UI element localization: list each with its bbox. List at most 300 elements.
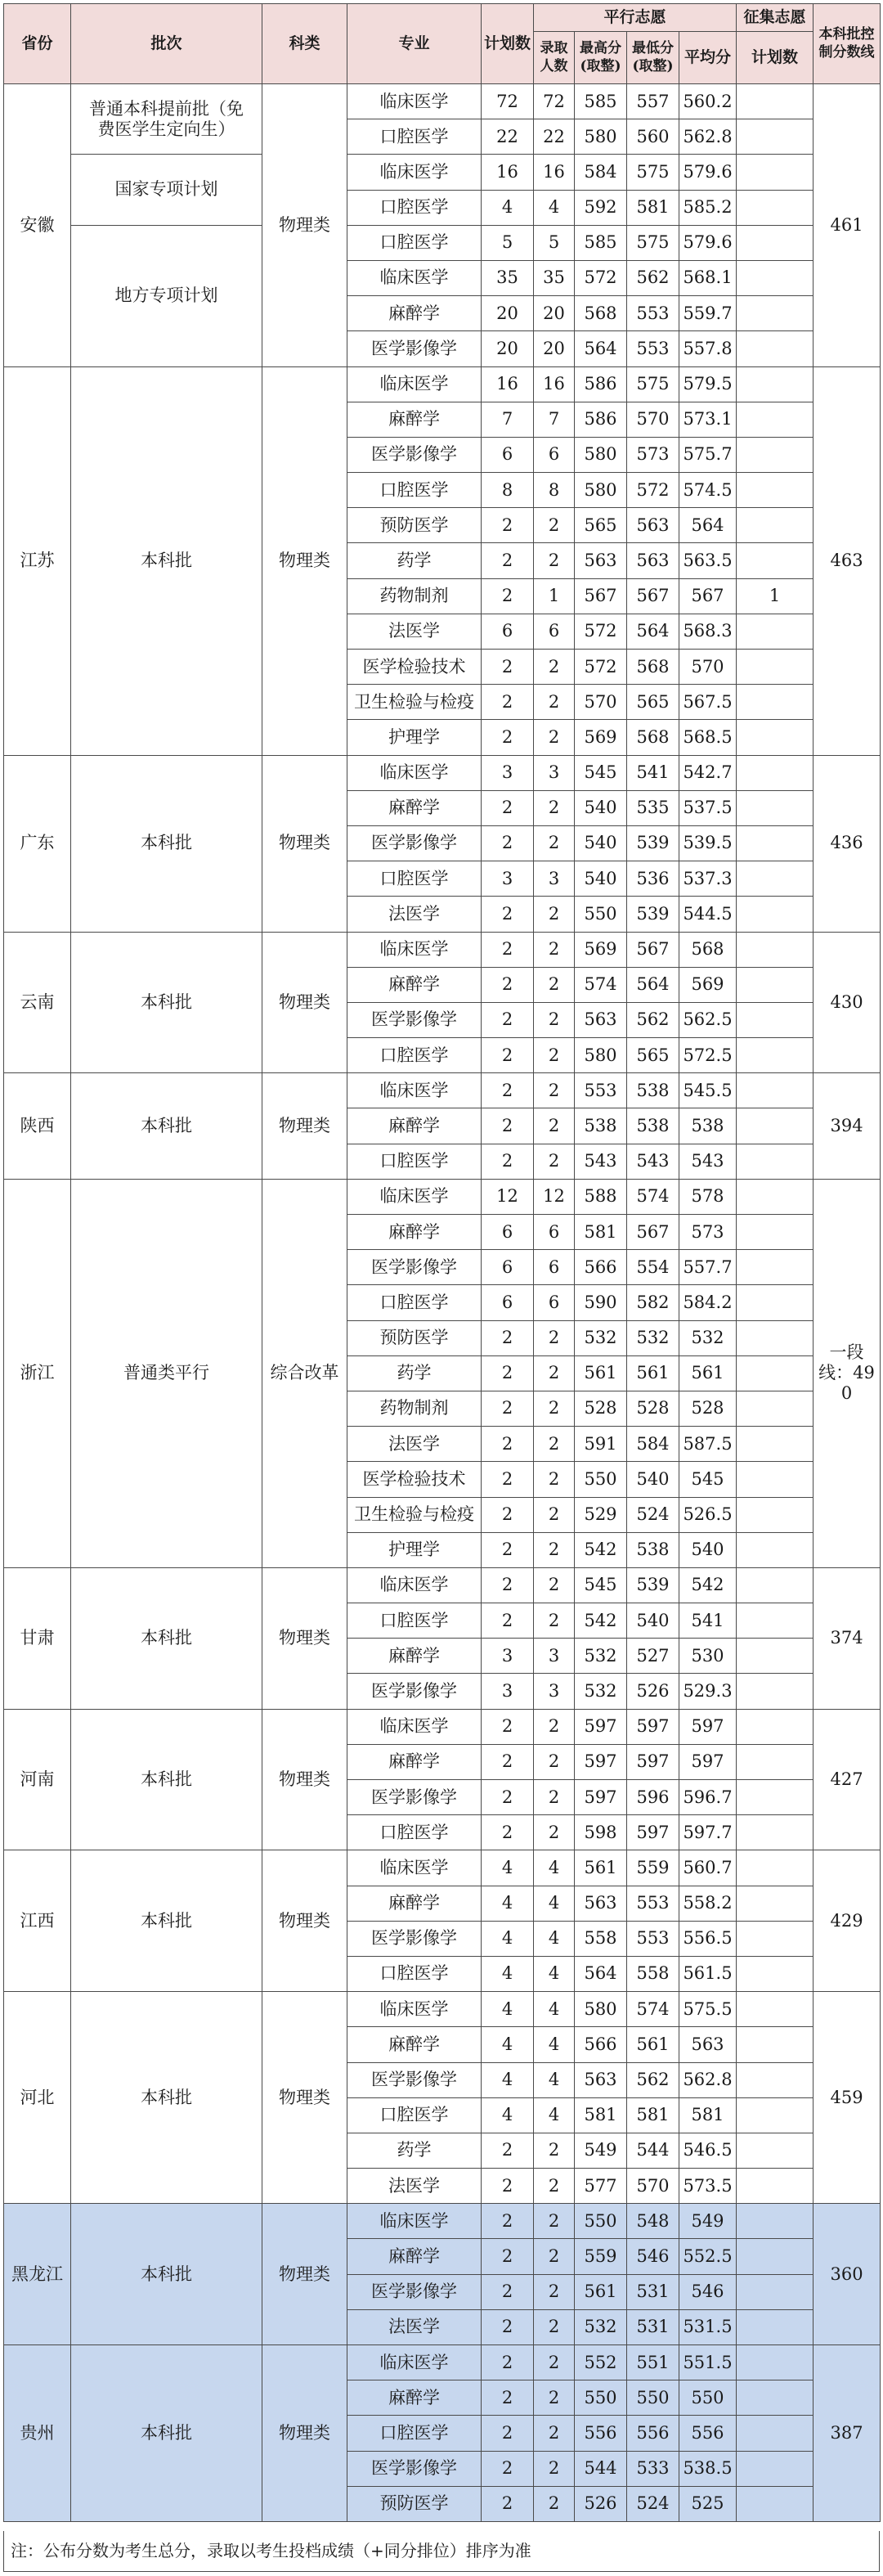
collect-plan-cell — [737, 614, 814, 649]
avg-score-cell: 532 — [679, 1320, 737, 1355]
enrolled-cell: 6 — [534, 1285, 575, 1320]
min-score-cell: 531 — [627, 2274, 679, 2309]
max-score-cell: 532 — [575, 1320, 627, 1355]
enrolled-cell: 6 — [534, 1215, 575, 1250]
major-cell: 医学影像学 — [347, 1674, 482, 1709]
major-cell: 临床医学 — [347, 1073, 482, 1108]
avg-score-cell: 526.5 — [679, 1497, 737, 1532]
min-score-cell: 528 — [627, 1391, 679, 1426]
max-score-cell: 597 — [575, 1744, 627, 1779]
avg-score-cell: 545 — [679, 1462, 737, 1497]
min-score-cell: 527 — [627, 1639, 679, 1674]
enrolled-cell: 2 — [534, 1391, 575, 1426]
major-cell: 护理学 — [347, 720, 482, 755]
min-score-cell: 551 — [627, 2345, 679, 2380]
collect-plan-cell — [737, 2169, 814, 2204]
plan-cell: 2 — [482, 2486, 534, 2521]
plan-cell: 72 — [482, 84, 534, 119]
subject-type-cell: 物理类 — [262, 2204, 347, 2345]
avg-score-cell: 597 — [679, 1709, 737, 1744]
enrolled-cell: 5 — [534, 225, 575, 260]
max-score-cell: 556 — [575, 2416, 627, 2451]
min-score-cell: 584 — [627, 1427, 679, 1462]
major-cell: 法医学 — [347, 614, 482, 649]
min-score-cell: 524 — [627, 2486, 679, 2521]
min-score-cell: 543 — [627, 1144, 679, 1179]
major-cell: 口腔医学 — [347, 2097, 482, 2133]
collect-plan-cell — [737, 2486, 814, 2521]
min-score-cell: 535 — [627, 790, 679, 825]
enrolled-cell: 72 — [534, 84, 575, 119]
max-score-cell: 581 — [575, 2097, 627, 2133]
table-row — [4, 755, 881, 790]
major-cell: 口腔医学 — [347, 1815, 482, 1850]
enrolled-cell: 6 — [534, 1250, 575, 1285]
avg-score-cell: 579.6 — [679, 225, 737, 260]
avg-score-cell: 596.7 — [679, 1780, 737, 1815]
plan-cell: 2 — [482, 578, 534, 614]
max-score-cell: 570 — [575, 685, 627, 720]
enrolled-cell: 2 — [534, 1780, 575, 1815]
major-cell: 预防医学 — [347, 508, 482, 543]
enrolled-cell: 4 — [534, 1850, 575, 1886]
header-plan: 计划数 — [482, 4, 534, 84]
plan-cell: 2 — [482, 2169, 534, 2204]
major-cell: 药学 — [347, 2133, 482, 2168]
table-body — [4, 84, 881, 2522]
province-cell: 云南 — [4, 932, 71, 1073]
plan-cell: 3 — [482, 755, 534, 790]
min-score-cell: 541 — [627, 755, 679, 790]
plan-cell: 22 — [482, 119, 534, 155]
avg-score-cell: 541 — [679, 1603, 737, 1639]
enrolled-cell: 2 — [534, 1744, 575, 1779]
table-row — [4, 1850, 881, 1886]
plan-cell: 35 — [482, 260, 534, 295]
batch-cell: 普通类平行 — [71, 1179, 262, 1567]
enrolled-cell: 4 — [534, 1921, 575, 1956]
max-score-cell: 545 — [575, 755, 627, 790]
max-score-cell: 566 — [575, 1250, 627, 1285]
subject-type-cell: 物理类 — [262, 1073, 347, 1180]
collect-plan-cell — [737, 1780, 814, 1815]
plan-cell: 2 — [482, 1391, 534, 1426]
min-score-cell: 526 — [627, 1674, 679, 1709]
province-cell: 广东 — [4, 755, 71, 932]
min-score-cell: 553 — [627, 331, 679, 366]
major-cell: 临床医学 — [347, 2204, 482, 2239]
control-line-cell: 430 — [814, 932, 881, 1073]
collect-plan-cell — [737, 155, 814, 190]
min-score-cell: 575 — [627, 366, 679, 402]
province-cell: 江苏 — [4, 366, 71, 755]
major-cell: 临床医学 — [347, 155, 482, 190]
footnote: 注：公布分数为考生总分，录取以考生投档成绩（+同分排位）排序为准 — [3, 2531, 880, 2572]
plan-cell: 2 — [482, 825, 534, 861]
avg-score-cell: 581 — [679, 2097, 737, 2133]
header-collect-group: 征集志愿 — [737, 4, 814, 32]
table-row — [4, 1179, 881, 1214]
enrolled-cell: 2 — [534, 2133, 575, 2168]
major-cell: 临床医学 — [347, 1709, 482, 1744]
major-cell: 医学影像学 — [347, 437, 482, 472]
max-score-cell: 580 — [575, 437, 627, 472]
table-row — [4, 1992, 881, 2027]
plan-cell: 2 — [482, 1427, 534, 1462]
batch-cell: 本科批 — [71, 755, 262, 932]
collect-plan-cell — [737, 897, 814, 932]
control-line-cell: 387 — [814, 2345, 881, 2522]
control-line-cell: 374 — [814, 1567, 881, 1709]
table-row — [4, 366, 881, 402]
header-control-line: 本科批控制分数线 — [814, 4, 881, 84]
min-score-cell: 532 — [627, 1320, 679, 1355]
enrolled-cell: 2 — [534, 2380, 575, 2416]
max-score-cell: 561 — [575, 1355, 627, 1391]
major-cell: 法医学 — [347, 2169, 482, 2204]
header-batch: 批次 — [71, 4, 262, 84]
max-score-cell: 581 — [575, 1215, 627, 1250]
major-cell: 药物制剂 — [347, 578, 482, 614]
enrolled-cell: 2 — [534, 1108, 575, 1144]
collect-plan-cell — [737, 473, 814, 508]
enrolled-cell: 2 — [534, 2204, 575, 2239]
max-score-cell: 538 — [575, 1108, 627, 1144]
min-score-cell: 561 — [627, 2027, 679, 2062]
collect-plan-cell — [737, 260, 814, 295]
major-cell: 法医学 — [347, 2309, 482, 2344]
enrolled-cell: 2 — [534, 1709, 575, 1744]
collect-plan-cell — [737, 2380, 814, 2416]
subject-type-cell: 物理类 — [262, 932, 347, 1073]
plan-cell: 2 — [482, 897, 534, 932]
major-cell: 临床医学 — [347, 366, 482, 402]
avg-score-cell: 585.2 — [679, 190, 737, 225]
max-score-cell: 590 — [575, 1285, 627, 1320]
collect-plan-cell — [737, 437, 814, 472]
collect-plan-cell — [737, 861, 814, 897]
avg-score-cell: 564 — [679, 508, 737, 543]
enrolled-cell: 7 — [534, 402, 575, 437]
avg-score-cell: 573.5 — [679, 2169, 737, 2204]
collect-plan-cell — [737, 1215, 814, 1250]
avg-score-cell: 597.7 — [679, 1815, 737, 1850]
max-score-cell: 584 — [575, 155, 627, 190]
max-score-cell: 565 — [575, 508, 627, 543]
plan-cell: 2 — [482, 1567, 534, 1603]
enrolled-cell: 6 — [534, 437, 575, 472]
avg-score-cell: 542.7 — [679, 755, 737, 790]
avg-score-cell: 579.6 — [679, 155, 737, 190]
max-score-cell: 597 — [575, 1709, 627, 1744]
control-line-cell: 429 — [814, 1850, 881, 1992]
max-score-cell: 540 — [575, 790, 627, 825]
avg-score-cell: 559.7 — [679, 296, 737, 331]
min-score-cell: 533 — [627, 2451, 679, 2486]
plan-cell: 2 — [482, 685, 534, 720]
batch-cell: 本科批 — [71, 2345, 262, 2522]
major-cell: 麻醉学 — [347, 1744, 482, 1779]
admission-scores-table — [3, 3, 881, 2522]
major-cell: 麻醉学 — [347, 790, 482, 825]
enrolled-cell: 16 — [534, 155, 575, 190]
enrolled-cell: 6 — [534, 614, 575, 649]
collect-plan-cell — [737, 1674, 814, 1709]
subject-type-cell: 物理类 — [262, 2345, 347, 2522]
collect-plan-cell — [737, 1427, 814, 1462]
subject-type-cell: 物理类 — [262, 1567, 347, 1709]
avg-score-cell: 567.5 — [679, 685, 737, 720]
major-cell: 临床医学 — [347, 932, 482, 967]
major-cell: 预防医学 — [347, 1320, 482, 1355]
avg-score-cell: 552.5 — [679, 2239, 737, 2274]
min-score-cell: 597 — [627, 1815, 679, 1850]
min-score-cell: 570 — [627, 2169, 679, 2204]
header-major: 专业 — [347, 4, 482, 84]
max-score-cell: 550 — [575, 2204, 627, 2239]
max-score-cell: 526 — [575, 2486, 627, 2521]
province-cell: 贵州 — [4, 2345, 71, 2522]
enrolled-cell: 2 — [534, 2239, 575, 2274]
enrolled-cell: 1 — [534, 578, 575, 614]
min-score-cell: 559 — [627, 1850, 679, 1886]
major-cell: 口腔医学 — [347, 1144, 482, 1179]
min-score-cell: 582 — [627, 1285, 679, 1320]
avg-score-cell: 557.7 — [679, 1250, 737, 1285]
min-score-cell: 562 — [627, 2062, 679, 2097]
major-cell: 麻醉学 — [347, 2027, 482, 2062]
min-score-cell: 596 — [627, 1780, 679, 1815]
subject-type-cell: 物理类 — [262, 1709, 347, 1850]
enrolled-cell: 2 — [534, 897, 575, 932]
plan-cell: 2 — [482, 650, 534, 685]
plan-cell: 3 — [482, 1639, 534, 1674]
plan-cell: 6 — [482, 1250, 534, 1285]
collect-plan-cell — [737, 1462, 814, 1497]
table-row — [4, 2204, 881, 2239]
header-row-1 — [4, 4, 881, 32]
enrolled-cell: 2 — [534, 932, 575, 967]
enrolled-cell: 2 — [534, 1144, 575, 1179]
plan-cell: 2 — [482, 932, 534, 967]
header-enrolled: 录取人数 — [534, 32, 575, 84]
plan-cell: 2 — [482, 790, 534, 825]
major-cell: 法医学 — [347, 897, 482, 932]
min-score-cell: 553 — [627, 1886, 679, 1921]
province-cell: 河南 — [4, 1709, 71, 1850]
enrolled-cell: 2 — [534, 1462, 575, 1497]
collect-plan-cell — [737, 1744, 814, 1779]
collect-plan-cell — [737, 2133, 814, 2168]
min-score-cell: 581 — [627, 2097, 679, 2133]
avg-score-cell: 563.5 — [679, 543, 737, 578]
control-line-cell: 459 — [814, 1992, 881, 2204]
avg-score-cell: 531.5 — [679, 2309, 737, 2344]
max-score-cell: 572 — [575, 650, 627, 685]
max-score-cell: 580 — [575, 473, 627, 508]
avg-score-cell: 558.2 — [679, 1886, 737, 1921]
enrolled-cell: 2 — [534, 2169, 575, 2204]
max-score-cell: 528 — [575, 1391, 627, 1426]
province-cell: 江西 — [4, 1850, 71, 1992]
enrolled-cell: 35 — [534, 260, 575, 295]
collect-plan-cell — [737, 2062, 814, 2097]
collect-plan-cell — [737, 2027, 814, 2062]
min-score-cell: 538 — [627, 1108, 679, 1144]
collect-plan-cell — [737, 119, 814, 155]
collect-plan-cell — [737, 1639, 814, 1674]
min-score-cell: 567 — [627, 578, 679, 614]
collect-plan-cell — [737, 1709, 814, 1744]
enrolled-cell: 2 — [534, 720, 575, 755]
subject-type-cell: 物理类 — [262, 1992, 347, 2204]
avg-score-cell: 546.5 — [679, 2133, 737, 2168]
batch-cell: 国家专项计划 — [71, 155, 262, 225]
plan-cell: 2 — [482, 1073, 534, 1108]
collect-plan-cell — [737, 1285, 814, 1320]
batch-cell: 本科批 — [71, 1567, 262, 1709]
max-score-cell: 553 — [575, 1073, 627, 1108]
max-score-cell: 597 — [575, 1780, 627, 1815]
header-avg: 平均分 — [679, 32, 737, 84]
province-cell: 黑龙江 — [4, 2204, 71, 2345]
plan-cell: 2 — [482, 1462, 534, 1497]
plan-cell: 2 — [482, 2274, 534, 2309]
collect-plan-cell — [737, 190, 814, 225]
max-score-cell: 542 — [575, 1603, 627, 1639]
max-score-cell: 567 — [575, 578, 627, 614]
plan-cell: 4 — [482, 1921, 534, 1956]
min-score-cell: 539 — [627, 1567, 679, 1603]
avg-score-cell: 574.5 — [679, 473, 737, 508]
enrolled-cell: 2 — [534, 1002, 575, 1037]
min-score-cell: 572 — [627, 473, 679, 508]
major-cell: 医学影像学 — [347, 1780, 482, 1815]
plan-cell: 2 — [482, 967, 534, 1002]
max-score-cell: 532 — [575, 2309, 627, 2344]
min-score-cell: 597 — [627, 1709, 679, 1744]
avg-score-cell: 587.5 — [679, 1427, 737, 1462]
enrolled-cell: 2 — [534, 2451, 575, 2486]
min-score-cell: 563 — [627, 543, 679, 578]
avg-score-cell: 561.5 — [679, 1956, 737, 1991]
avg-score-cell: 538 — [679, 1108, 737, 1144]
major-cell: 药学 — [347, 543, 482, 578]
collect-plan-cell — [737, 296, 814, 331]
collect-plan-cell — [737, 1002, 814, 1037]
plan-cell: 4 — [482, 2027, 534, 2062]
min-score-cell: 564 — [627, 967, 679, 1002]
major-cell: 口腔医学 — [347, 225, 482, 260]
avg-score-cell: 575.7 — [679, 437, 737, 472]
major-cell: 医学影像学 — [347, 331, 482, 366]
avg-score-cell: 567 — [679, 578, 737, 614]
subject-type-cell: 综合改革 — [262, 1179, 347, 1567]
collect-plan-cell — [737, 1497, 814, 1532]
max-score-cell: 543 — [575, 1144, 627, 1179]
major-cell: 口腔医学 — [347, 119, 482, 155]
max-score-cell: 550 — [575, 1462, 627, 1497]
avg-score-cell: 597 — [679, 1744, 737, 1779]
control-line-cell: 463 — [814, 366, 881, 755]
major-cell: 临床医学 — [347, 84, 482, 119]
collect-plan-cell — [737, 1320, 814, 1355]
plan-cell: 6 — [482, 1215, 534, 1250]
plan-cell: 2 — [482, 2416, 534, 2451]
control-line-cell: 461 — [814, 84, 881, 367]
avg-score-cell: 573 — [679, 1215, 737, 1250]
max-score-cell: 540 — [575, 825, 627, 861]
max-score-cell: 529 — [575, 1497, 627, 1532]
avg-score-cell: 572.5 — [679, 1038, 737, 1073]
collect-plan-cell — [737, 1250, 814, 1285]
avg-score-cell: 560.7 — [679, 1850, 737, 1886]
plan-cell: 2 — [482, 1780, 534, 1815]
collect-plan-cell — [737, 1108, 814, 1144]
plan-cell: 8 — [482, 473, 534, 508]
max-score-cell: 550 — [575, 2380, 627, 2416]
max-score-cell: 577 — [575, 2169, 627, 2204]
enrolled-cell: 2 — [534, 2486, 575, 2521]
major-cell: 口腔医学 — [347, 1956, 482, 1991]
plan-cell: 2 — [482, 2239, 534, 2274]
enrolled-cell: 8 — [534, 473, 575, 508]
max-score-cell: 585 — [575, 84, 627, 119]
enrolled-cell: 2 — [534, 543, 575, 578]
collect-plan-cell — [737, 331, 814, 366]
max-score-cell: 563 — [575, 2062, 627, 2097]
collect-plan-cell — [737, 1815, 814, 1850]
enrolled-cell: 2 — [534, 685, 575, 720]
enrolled-cell: 2 — [534, 2416, 575, 2451]
min-score-cell: 553 — [627, 1921, 679, 1956]
collect-plan-cell — [737, 2451, 814, 2486]
enrolled-cell: 4 — [534, 2062, 575, 2097]
plan-cell: 16 — [482, 366, 534, 402]
collect-plan-cell — [737, 543, 814, 578]
table-row — [4, 2345, 881, 2380]
avg-score-cell: 557.8 — [679, 331, 737, 366]
min-score-cell: 568 — [627, 650, 679, 685]
max-score-cell: 549 — [575, 2133, 627, 2168]
collect-plan-cell — [737, 1179, 814, 1214]
max-score-cell: 586 — [575, 402, 627, 437]
max-score-cell: 558 — [575, 1921, 627, 1956]
avg-score-cell: 546 — [679, 2274, 737, 2309]
enrolled-cell: 2 — [534, 2274, 575, 2309]
avg-score-cell: 584.2 — [679, 1285, 737, 1320]
max-score-cell: 564 — [575, 331, 627, 366]
batch-cell: 本科批 — [71, 366, 262, 755]
control-line-cell: 394 — [814, 1073, 881, 1180]
avg-score-cell: 578 — [679, 1179, 737, 1214]
max-score-cell: 564 — [575, 1956, 627, 1991]
enrolled-cell: 2 — [534, 1355, 575, 1391]
enrolled-cell: 4 — [534, 2097, 575, 2133]
min-score-cell: 565 — [627, 1038, 679, 1073]
major-cell: 护理学 — [347, 1532, 482, 1567]
control-line-cell: 一段线：490 — [814, 1179, 881, 1567]
avg-score-cell: 525 — [679, 2486, 737, 2521]
plan-cell: 2 — [482, 2451, 534, 2486]
plan-cell: 4 — [482, 1850, 534, 1886]
plan-cell: 2 — [482, 2345, 534, 2380]
province-cell: 陕西 — [4, 1073, 71, 1180]
avg-score-cell: 530 — [679, 1639, 737, 1674]
major-cell: 临床医学 — [347, 1850, 482, 1886]
enrolled-cell: 4 — [534, 1886, 575, 1921]
enrolled-cell: 2 — [534, 790, 575, 825]
